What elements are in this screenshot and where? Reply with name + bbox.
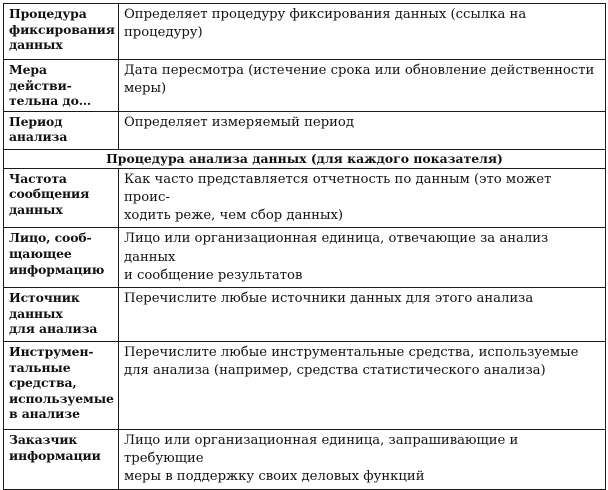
term-line: щающее [9,245,72,261]
description-line: Лицо или организационная единица, отвечающие за анализ данных [124,231,549,265]
section-header: Процедура анализа данных (для каждого показателя) [4,149,606,168]
term-line: анализа [9,129,68,145]
table-row [4,288,606,342]
term-line: сообщения [9,186,90,202]
description-line: Лицо или организационная единица, запрашивающие и требующие [124,433,519,467]
table-row [4,60,606,112]
term-cell [4,60,119,112]
description-line: меры) [124,81,167,97]
term-cell [4,288,119,342]
table-row [4,430,606,490]
table-row [4,342,606,430]
term-line: информации [9,447,101,463]
description-cell [119,430,606,490]
term-line: Источник [9,290,80,305]
description-line: Перечислите любые источники данных для этого анализа [124,291,534,306]
section-header-row [4,149,606,168]
description-cell [119,168,606,228]
description-cell [119,4,606,60]
description-line: для анализа (например, средства статистического анализа) [124,363,546,379]
term-line: Период [9,113,63,129]
term-cell [4,111,119,149]
term-line: Частота [9,170,67,186]
term-line: используемые [9,390,114,406]
term-line: фиксирования [9,21,115,37]
description-cell [119,342,606,430]
term-cell [4,4,119,60]
description-line: ходить реже, чем сбор данных) [124,208,344,224]
term-line: Лицо, сооб- [9,230,92,246]
term-line: тельна до… [9,93,92,109]
description-line: Определяет процедуру фиксирования данных (ссылка на процедуру) [124,7,527,41]
term-line: средства, [9,375,77,391]
term-line: Процедура [9,6,87,21]
description-line: Определяет измеряемый период [124,114,354,130]
term-line: данных [9,201,63,217]
term-line: в анализе [9,406,80,422]
table-row [4,111,606,149]
term-line: Заказчик [9,432,78,447]
description-cell [119,228,606,288]
term-line: данных [9,37,63,53]
description-line: Как часто представляется отчетность по данным (это может проис- [124,171,552,205]
term-cell [4,430,119,490]
description-cell [119,60,606,112]
term-line: Инструмен- [9,344,94,359]
description-line: Дата пересмотра (истечение срока или обновление действенности [124,63,595,78]
term-cell [4,168,119,228]
term-line: тальные [9,359,71,375]
term-cell [4,342,119,430]
description-line: меры в поддержку своих деловых функций [124,469,425,485]
term-line: информацию [9,261,105,277]
table-row [4,168,606,228]
table-row [4,228,606,288]
definitions-table [3,3,606,490]
term-line: для анализа [9,321,98,337]
term-cell [4,228,119,288]
term-line: Мера действи- [9,62,72,93]
description-line: и сообщение результатов [124,267,303,283]
description-line: Перечислите любые инструментальные средства, используемые [124,345,579,360]
description-cell [119,288,606,342]
table-row [4,4,606,60]
term-line: данных [9,305,63,321]
description-cell [119,111,606,149]
